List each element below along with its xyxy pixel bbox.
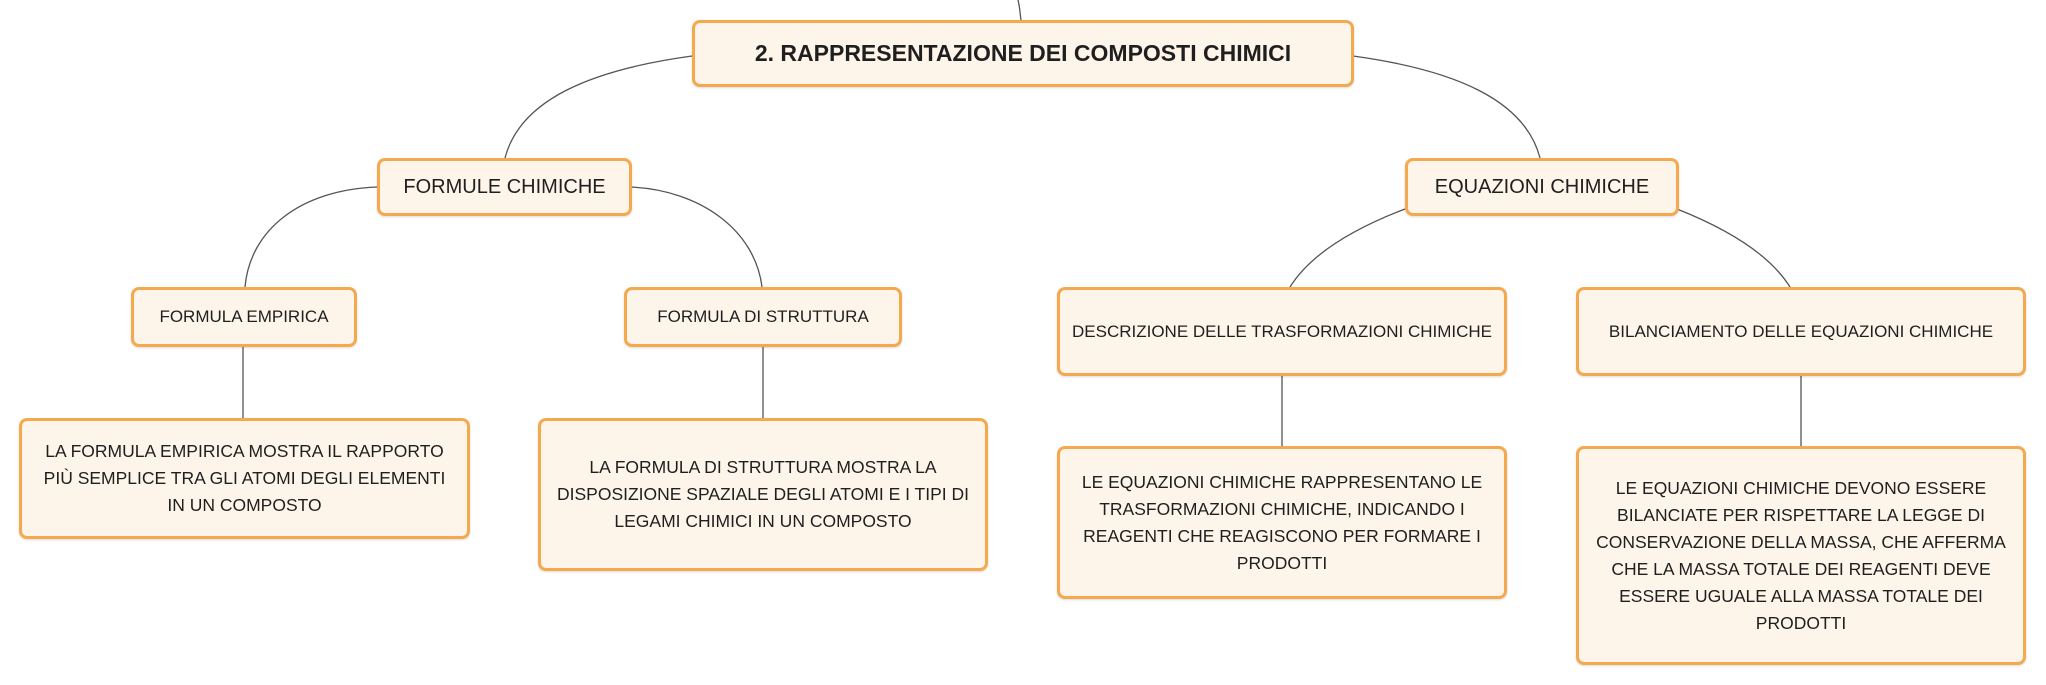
- branch-label: FORMULE CHIMICHE: [403, 175, 606, 198]
- connector-formule-to-struttura: [630, 187, 762, 287]
- detail-text: LE EQUAZIONI CHIMICHE DEVONO ESSERE BILANCIATE PER RISPETTARE LA LEGGE DI CONSERVAZIONE DELLA MASSA, CHE AFFERMA CHE LA MASSA TOTALE DEI REAGENTI DEVE ESSERE UGUALE ALLA MASSA TOTALE DEI PRODOTTI: [1596, 477, 2006, 633]
- connector-root-to-equazioni: [1353, 56, 1540, 158]
- root-label: 2. RAPPRESENTAZIONE DEI COMPOSTI CHIMICI: [754, 40, 1292, 66]
- detail-text: LA FORMULA DI STRUTTURA MOSTRA LA DISPOSIZIONE SPAZIALE DEGLI ATOMI E I TIPI DI LEGAMI CHIMICI IN UN COMPOSTO: [556, 457, 969, 531]
- detail-node-descrizione-trasformazioni[interactable]: [1057, 446, 1507, 599]
- topic-node-bilanciamento-equazioni[interactable]: [1576, 287, 2026, 376]
- branch-node-formule-chimiche[interactable]: [377, 158, 632, 216]
- branch-node-equazioni-chimiche[interactable]: [1405, 158, 1679, 216]
- connector-formule-to-empirica: [245, 187, 377, 287]
- root-node[interactable]: [692, 20, 1354, 87]
- detail-text: LE EQUAZIONI CHIMICHE RAPPRESENTANO LE TRASFORMAZIONI CHIMICHE, INDICANDO I REAGENTI CHE REAGISCONO PER FORMARE I PRODOTTI: [1081, 471, 1483, 573]
- detail-node-formula-di-struttura[interactable]: [538, 418, 988, 571]
- topic-node-formula-di-struttura[interactable]: [624, 287, 902, 347]
- branch-label: EQUAZIONI CHIMICHE: [1434, 175, 1650, 198]
- connector-parent-to-root: [1018, 0, 1021, 20]
- topic-label: DESCRIZIONE DELLE TRASFORMAZIONI CHIMICHE: [1071, 321, 1492, 341]
- topic-node-descrizione-trasformazioni[interactable]: [1057, 287, 1507, 376]
- topic-label: FORMULA DI STRUTTURA: [657, 307, 869, 326]
- connector-root-to-formule: [505, 56, 692, 158]
- topic-node-formula-empirica[interactable]: [131, 287, 357, 347]
- connector-equazioni-to-bilanciamento: [1677, 209, 1790, 287]
- detail-node-bilanciamento-equazioni[interactable]: [1576, 446, 2026, 665]
- detail-text: LA FORMULA EMPIRICA MOSTRA IL RAPPORTO PIÙ SEMPLICE TRA GLI ATOMI DEGLI ELEMENTI IN UN COMPOSTO: [43, 441, 446, 515]
- detail-node-formula-empirica[interactable]: [19, 418, 470, 539]
- connector-equazioni-to-descrizione: [1290, 209, 1405, 287]
- topic-label: FORMULA EMPIRICA: [159, 307, 329, 326]
- topic-label: BILANCIAMENTO DELLE EQUAZIONI CHIMICHE: [1608, 321, 1994, 341]
